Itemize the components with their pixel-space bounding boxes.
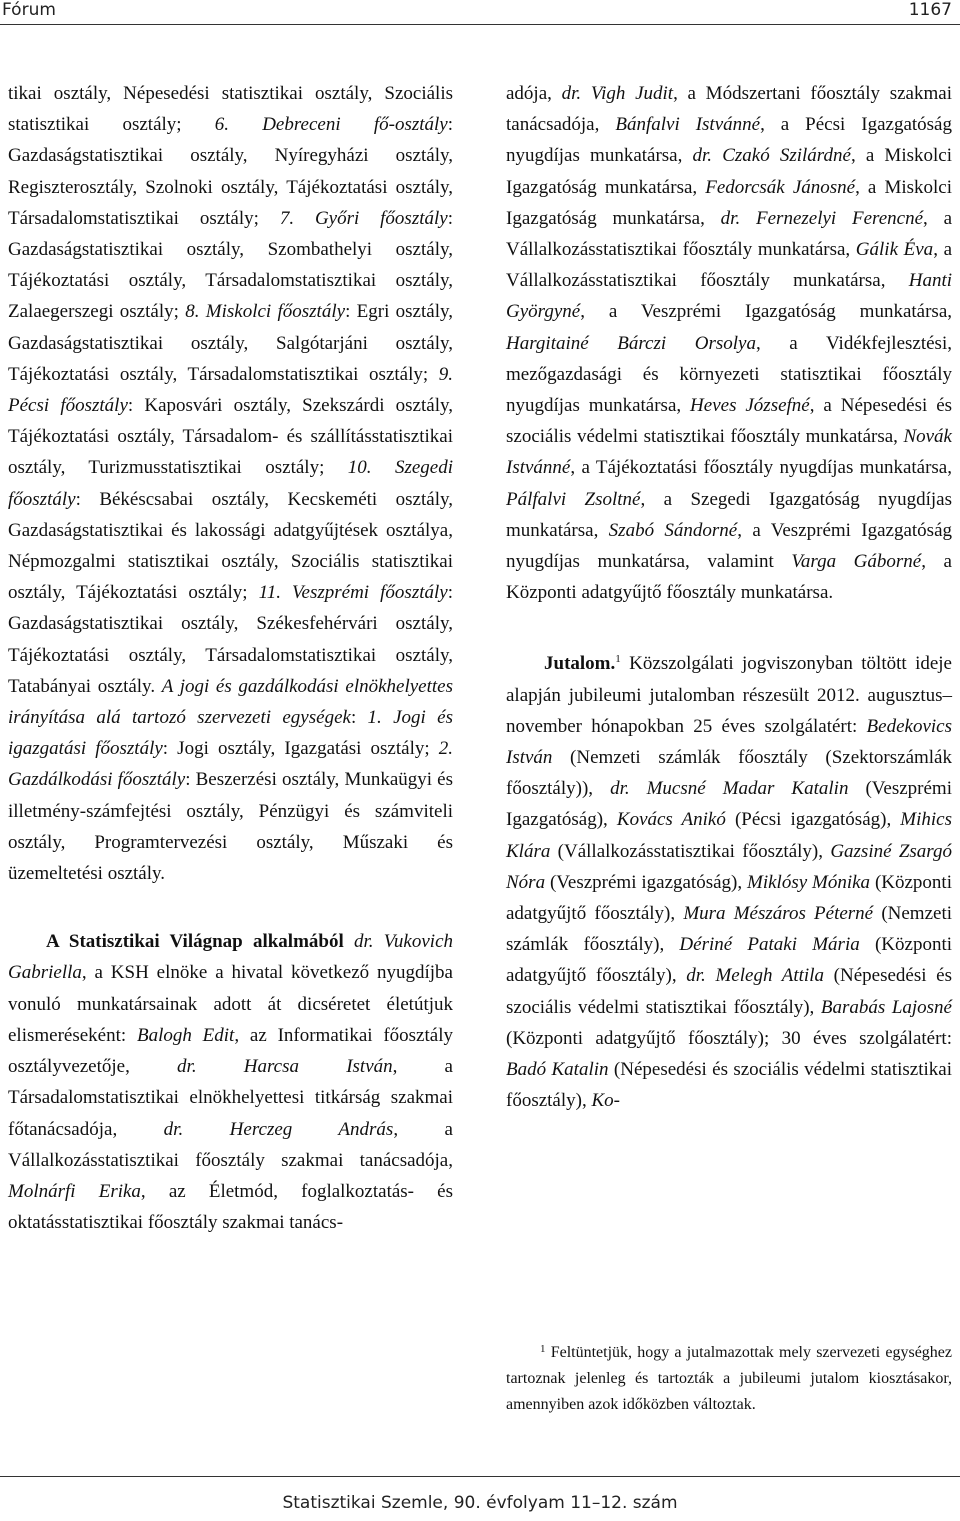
section-heading: A Statisztikai Világnap alkalmából [46,931,344,953]
retirees-paragraph: adója, dr. Vigh Judit, a Módszertani főosztály szakmai tanácsadója, Bánfalvi Istvánné, a Pécsi Igazgatóság nyugdíjas munkatársa, dr. Czakó Szilárdné, a Miskolci Igazgatóság munkatársa, Fedorcsák Jánosné, a Miskolci Igazgatóság munkatársa, dr. Fernezelyi Ferencné, a Vállalkozásstatisztikai főosztály munkatársa, Gálik Éva, a Vállalkozásstatisztikai főosztály munkatársa, Hanti Györgyné, a Veszprémi Igazgatóság munkatársa, Hargitainé Bárczi Orsolya, a Vidékfejlesztési, mezőgazdasági és környezeti statisztikai főosztály nyugdíjas munkatársa, Heves Józsefné, a Népesedési és szociális védelmi statisztikai főosztály munkatársa, Novák Istvánné, a Tájékoztatási főosztály nyugdíjas munkatársa, Pálfalvi Zsoltné, a Szegedi Igazgatóság nyugdíjas munkatársa, Szabó Sándorné, a Veszprémi Igazgatóság nyugdíjas munkatársa, valamint Varga Gáborné, a Központi adatgyűjtő főosztály munkatársa. [506,83,953,604]
page-number: 1167 [908,0,952,20]
right-column [506,78,952,1117]
journal-section-title: Fórum [2,0,56,20]
section-heading: Jutalom. [544,653,616,675]
footnote-text: Feltüntetjük, hogy a jutalmazottak mely szervezeti egységhez tartoznak jelenleg és tartozták a jubileumi jutalom kiosztásakor, amennyiben azok időközben változtak. [506,1344,952,1413]
footer-rule [0,1476,960,1477]
footnote [506,1340,952,1418]
running-header [0,0,960,24]
org-structure-paragraph: tikai osztály, Népesedési statisztikai osztály, Szociális statisztikai osztály; 6. Debreceni fő-osztály: Gazdaságstatisztikai osztály, Nyíregyházi osztály, Regiszterosztály, Szolnoki osztály, Tájékoztatási osztály, Társadalomstatisztikai osztály; 7. Győri főosztály: Gazdaságstatisztikai osztály, Szombathelyi osztály, Tájékoztatási osztály, Társadalomstatisztikai osztály, Zalaegerszegi osztály; 8. Miskolci főosztály: Egri osztály, Gazdaságstatisztikai osztály, Salgótarjáni osztály, Tájékoztatási osztály, Társadalomstatisztikai osztály; 9. Pécsi főosztály: Kaposvári osztály, Szekszárdi osztály, Tájékoztatási osztály, Társadalom- és szállításstatisztikai osztály, Turizmusstatisztikai osztály; 10. Szegedi főosztály: Békéscsabai osztály, Kecskeméti osztály, Gazdaságstatisztikai és lakossági adatgyűjtések osztálya, Népmozgalmi statisztikai osztály, Szociális statisztikai osztály, Tájékoztatási osztály; 11. Veszprémi főosztály: Gazdaságstatisztikai osztály, Székesfehérvári osztály, Tájékoztatási osztály, Társadalomstatisztikai osztály, Tatabányai osztály. A jogi és gazdálkodási elnökhelyettes irányítása alá tartozó szervezeti egységek: 1. Jogi és igazgatási főosztály: Jogi osztály, Igazgatási osztály; 2. Gazdálkodási főosztály: Beszerzési osztály, Munkaügyi és illetmény-számfejtési osztály, Pénzügyi és számviteli osztály, Programtervezési osztály, Műszaki és üzemeltetési osztály. [8,83,454,885]
footnote-mark: 1 [540,1343,546,1355]
running-footer: Statisztikai Szemle, 90. évfolyam 11–12. szám [282,1493,678,1513]
left-column [8,78,453,1238]
header-rule [0,24,960,25]
jubilee-reward-paragraph: Jutalom.$^1$ Közszolgálati jogviszonyban töltött ideje alapján jubileumi jutalomban részesült 2012. augusztus–november hónapokban 25 éves szolgálatért: Bedekovics István (Nemzeti számlák főosztály (Szektorszámlák főosztály)), dr. Mucsné Madar Katalin (Veszprémi Igazgatóság), Kovács Anikó (Pécsi igazgatóság), Mihics Klára (Vállalkozásstatisztikai főosztály), Gazsiné Zsargó Nóra (Veszprémi igazgatóság), Miklósy Mónika (Központi adatgyűjtő főosztály), Mura Mészáros Péterné (Nemzeti számlák főosztály), Dériné Pataki Mária (Központi adatgyűjtő főosztály), dr. Melegh Attila (Népesedési és szociális védelmi statisztikai főosztály), Barabás Lajosné (Központi adatgyűjtő főosztály); 30 éves szolgálatért: Badó Katalin (Népesedési és szociális védelmi statisztikai főosztály), Ko- [506,653,953,1112]
world-statistics-day-paragraph: A Statisztikai Világnap alkalmából dr. Vukovich Gabriella, a KSH elnöke a hivatal következő nyugdíjba vonuló munkatársainak adott át dicséretet életútjuk elismeréseként: Balogh Edit, az Informatikai főosztály osztályvezetője, dr. Harcsa István, a Társadalomstatisztikai elnökhelyettesi titkárság szakmai főtanácsadója, dr. Herczeg András, a Vállalkozásstatisztikai főosztály szakmai tanácsadója, Molnárfi Erika, az Életmód, foglalkoztatás- és oktatásstatisztikai főosztály szakmai tanács- [8,931,454,1234]
footnote-reference: 1 [615,653,621,666]
